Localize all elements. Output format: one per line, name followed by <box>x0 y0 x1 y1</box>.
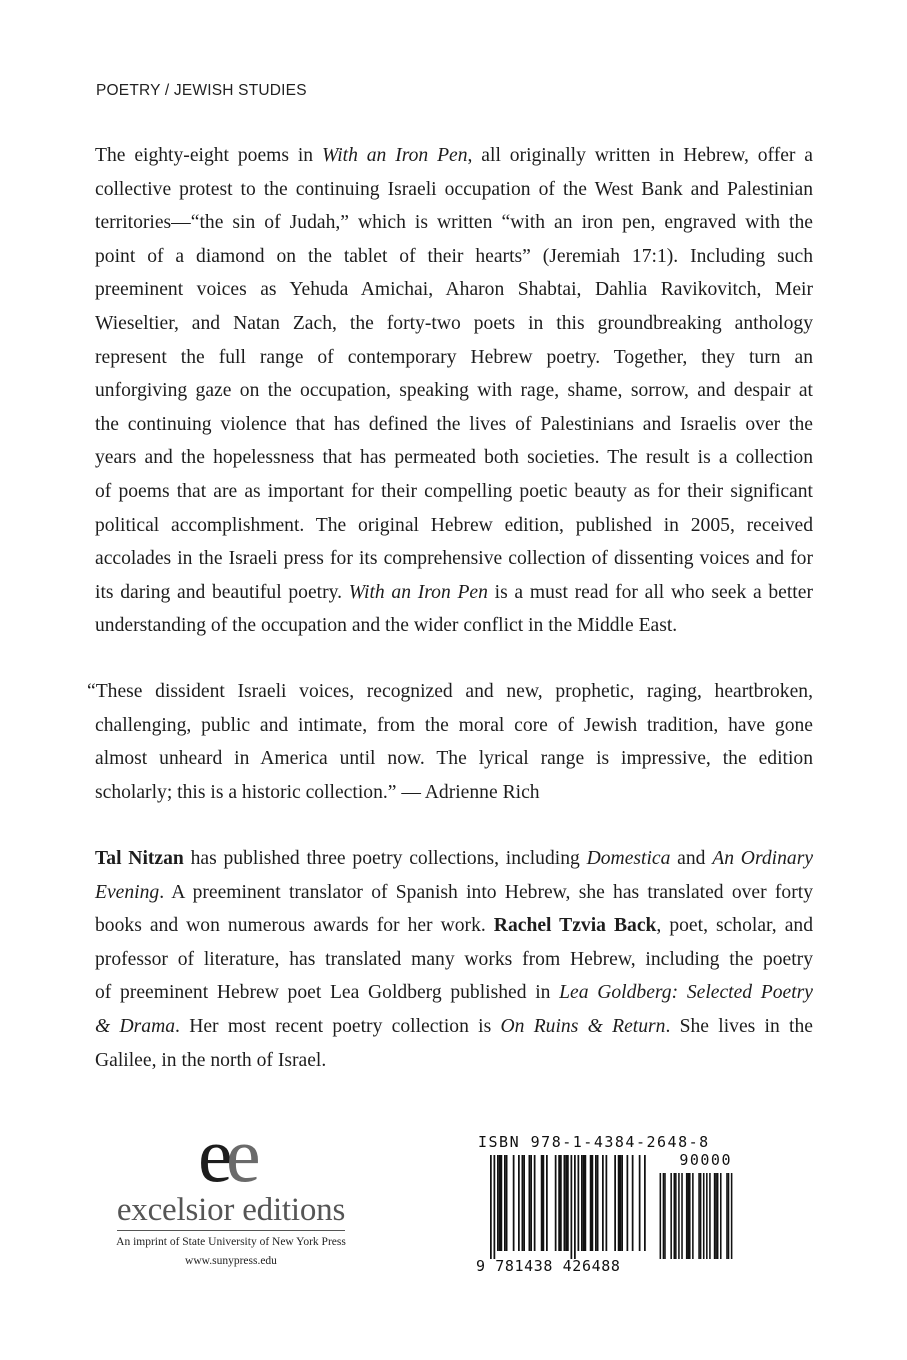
text-line: collective protest to the continuing Israeli occupation of the West Bank and Palestinian <box>95 178 813 200</box>
bar <box>674 1173 676 1259</box>
text-line: Galilee, in the north of Israel. <box>95 1049 327 1071</box>
bar <box>558 1155 560 1251</box>
category-label: POETRY / JEWISH STUDIES <box>96 82 307 99</box>
bar <box>621 1155 623 1251</box>
italic-title: On Ruins & Return <box>500 1015 666 1037</box>
publisher-logo <box>100 1111 362 1269</box>
bar <box>590 1155 592 1251</box>
text-line: its daring and beautiful poetry. With an Iron Pen is a must read for all who seek a better <box>95 581 813 603</box>
text-line: unforgiving gaze on the occupation, speaking with rage, shame, sorrow, and despair at <box>95 380 813 402</box>
text-line: almost unheard in America until now. The lyrical range is impressive, the edition <box>95 748 813 770</box>
bar <box>523 1155 525 1251</box>
text-line: Evening. A preeminent translator of Spanish into Hebrew, she has translated over forty <box>95 881 813 903</box>
bar <box>534 1155 536 1251</box>
bar <box>490 1155 492 1259</box>
bar <box>529 1155 531 1251</box>
ean-bars <box>478 1155 648 1259</box>
bar <box>606 1155 608 1251</box>
author-bio <box>95 842 813 1077</box>
price-code: 90000 <box>679 1151 732 1169</box>
bar <box>506 1155 508 1251</box>
bar <box>592 1155 594 1251</box>
bar <box>541 1155 543 1251</box>
text-line: professor of literature, has translated many works from Hebrew, including the poetry <box>95 948 813 970</box>
bar <box>678 1173 680 1259</box>
italic-title: With an Iron Pen <box>348 581 488 603</box>
bar <box>686 1173 688 1259</box>
text-line: of poems that are as important for their compelling poetic beauty as for their significant <box>95 480 813 502</box>
bar <box>574 1155 576 1259</box>
text-line: challenging, public and intimate, from the moral core of Jewish tradition, have gone <box>95 714 813 736</box>
bar <box>585 1155 587 1251</box>
bar <box>715 1173 717 1259</box>
text-line: preeminent voices as Yehuda Amichai, Aharon Shabtai, Dahlia Ravikovitch, Meir <box>95 279 813 301</box>
italic-title: Evening <box>95 881 160 903</box>
text-line: accolades in the Israeli press for its comprehensive collection of dissenting voices and for <box>95 548 813 570</box>
text-line: The eighty-eight poems in With an Iron Pen, all originally written in Hebrew, offer a <box>95 145 813 166</box>
text-line: books and won numerous awards for her work. Rachel Tzvia Back, poet, scholar, and <box>95 915 813 937</box>
bar <box>670 1173 672 1259</box>
text-line: point of a diamond on the tablet of their hearts” (Jeremiah 17:1). Including such <box>95 245 813 267</box>
isbn-label: ISBN 978-1-4384-2648-8 <box>478 1133 710 1151</box>
bar <box>689 1173 691 1259</box>
bar <box>530 1155 532 1251</box>
text-line: “These dissident Israeli voices, recognized and new, prophetic, raging, heartbroken, <box>87 681 813 702</box>
italic-title: Domestica <box>586 848 671 869</box>
bar <box>504 1155 506 1251</box>
bar <box>720 1173 722 1259</box>
bar <box>660 1173 662 1259</box>
bar <box>706 1173 708 1259</box>
publisher-url: www.sunypress.edu <box>185 1255 277 1267</box>
endorsement-quote <box>87 675 813 809</box>
bar <box>709 1173 711 1259</box>
bar <box>564 1155 566 1251</box>
bar <box>664 1173 666 1259</box>
bar <box>726 1173 728 1259</box>
bar <box>717 1173 719 1259</box>
bar <box>555 1155 557 1251</box>
text-line: represent the full range of contemporary Hebrew poetry. Together, they turn an <box>95 346 813 368</box>
publisher-name: excelsior editions <box>117 1192 345 1231</box>
bar <box>494 1155 496 1259</box>
bar <box>687 1173 689 1259</box>
bar <box>513 1155 515 1251</box>
bar <box>497 1155 499 1251</box>
addon-bars <box>656 1173 734 1259</box>
bar <box>644 1155 646 1251</box>
bar <box>518 1155 520 1251</box>
bar <box>543 1155 545 1251</box>
bar <box>565 1155 567 1251</box>
bar <box>663 1173 665 1259</box>
text-line: years and the hopelessness that has permeated both societies. The result is a collection <box>95 447 813 469</box>
bar <box>597 1155 599 1251</box>
bold-name: Tal Nitzan <box>95 848 184 869</box>
text-line: the continuing violence that has defined the lives of Palestinians and Israelis over the <box>95 413 813 435</box>
bar <box>728 1173 730 1259</box>
bar <box>639 1155 641 1251</box>
bar <box>501 1155 503 1251</box>
bar <box>522 1155 524 1251</box>
bar <box>731 1173 733 1259</box>
italic-title: An Ordinary <box>712 848 814 869</box>
bar <box>714 1173 716 1259</box>
bar <box>583 1155 585 1251</box>
bar <box>703 1173 705 1259</box>
bold-name: Rachel Tzvia Back <box>493 915 657 937</box>
text-line: political accomplishment. The original Hebrew edition, published in 2005, received <box>95 514 813 536</box>
text-line: Tal Nitzan has published three poetry collections, including Domestica and An Ordinary <box>95 848 814 869</box>
bar <box>614 1155 616 1251</box>
bar <box>700 1173 702 1259</box>
text-line: scholarly; this is a historic collection.” — Adrienne Rich <box>95 781 540 803</box>
italic-title: Lea Goldberg: Selected Poetry <box>559 982 814 1004</box>
publisher-imprint: An imprint of State University of New York Press <box>116 1236 346 1248</box>
bar <box>571 1155 573 1259</box>
bar <box>546 1155 548 1251</box>
bar <box>620 1155 622 1251</box>
text-line: Wieseltier, and Natan Zach, the forty-two poets in this groundbreaking anthology <box>95 312 813 334</box>
bar <box>692 1173 694 1259</box>
bar <box>567 1155 569 1251</box>
bar <box>581 1155 583 1251</box>
bar <box>681 1173 683 1259</box>
bar <box>499 1155 501 1251</box>
text-line: understanding of the occupation and the wider conflict in the Middle East. <box>95 615 678 637</box>
description-paragraph <box>95 139 813 643</box>
italic-title: & Drama <box>95 1015 176 1037</box>
italic-title: With an Iron Pen <box>321 145 468 166</box>
ean-digits: 9 781438 426488 <box>476 1257 621 1275</box>
bar <box>560 1155 562 1251</box>
bar <box>618 1155 620 1251</box>
bar <box>578 1155 580 1251</box>
bar <box>632 1155 634 1251</box>
text-line: of preeminent Hebrew poet Lea Goldberg published in Lea Goldberg: Selected Poetry <box>95 982 814 1004</box>
bar <box>627 1155 629 1251</box>
isbn-barcode <box>476 1133 734 1279</box>
bar <box>595 1155 597 1251</box>
bar <box>698 1173 700 1259</box>
text-line: territories—“the sin of Judah,” which is written “with an iron pen, engraved with the <box>95 212 813 234</box>
bar <box>602 1155 604 1251</box>
ee-logo-icon: e e <box>198 1111 261 1198</box>
text-line: & Drama. Her most recent poetry collection is On Ruins & Return. She lives in the <box>95 1015 813 1037</box>
bar <box>675 1173 677 1259</box>
